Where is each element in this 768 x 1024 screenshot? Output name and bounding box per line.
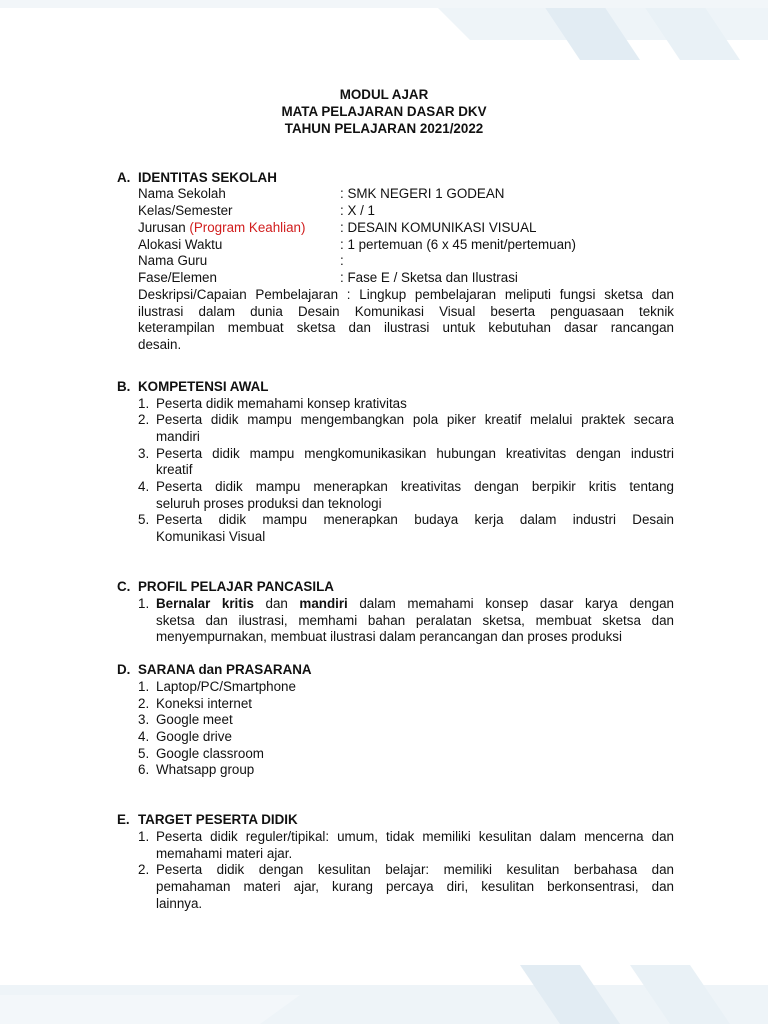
list-number: 1.: [138, 829, 150, 844]
list-item-continuation: memahami materi ajar.: [156, 846, 293, 861]
list-item-continuation: mandiri: [156, 429, 200, 444]
doc-title-line2: MATA PELAJARAN DASAR DKV: [281, 104, 487, 119]
value-nama-guru: :: [340, 253, 344, 268]
list-item: Peserta didik mampu mengembangkan pola piker kreatif melalui praktek secara: [156, 412, 674, 427]
list-item: Peserta didik reguler/tipikal: umum, tidak memiliki kesulitan dalam mencerna dan: [156, 829, 674, 844]
doc-title-line3: TAHUN PELAJARAN 2021/2022: [284, 121, 484, 136]
list-item: Peserta didik mampu menerapkan kreativitas dengan berpikir kritis tentang: [156, 479, 674, 494]
label-program-keahlian: (Program Keahlian): [189, 220, 306, 235]
label-jurusan: [138, 220, 305, 235]
value-kelas-semester: : X / 1: [340, 203, 375, 218]
label-jurusan-text: Jurusan: [138, 220, 190, 235]
list-number: 1.: [138, 596, 150, 611]
label-alokasi-waktu: Alokasi Waktu: [138, 237, 223, 252]
doc-title-line1: MODUL AJAR: [339, 87, 429, 102]
list-item-continuation: Komunikasi Visual: [156, 529, 266, 544]
list-item-continuation: lainnya.: [156, 896, 203, 911]
list-item: Google drive: [156, 729, 232, 744]
section-d-letter: D.: [117, 662, 131, 677]
list-number: 5.: [138, 512, 150, 527]
list-number: 1.: [138, 396, 150, 411]
list-number: 2.: [138, 412, 150, 427]
list-number: 6.: [138, 762, 150, 777]
list-number: 4.: [138, 479, 150, 494]
description-line-2: ilustrasi dalam dunia Desain Komunikasi Visual beserta penguasaan teknik: [138, 304, 674, 319]
list-item-continuation: seluruh proses produksi dan teknologi: [156, 496, 382, 511]
value-fase-elemen: : Fase E / Sketsa dan Ilustrasi: [340, 270, 518, 285]
list-item: [156, 596, 674, 613]
section-c-letter: C.: [117, 579, 131, 594]
list-item: Peserta didik dengan kesulitan belajar: memiliki kesulitan berbahasa dan: [156, 862, 674, 877]
section-e-letter: E.: [117, 812, 130, 827]
list-number: 3.: [138, 712, 150, 727]
label-nama-sekolah: Nama Sekolah: [138, 186, 226, 201]
list-item: Peserta didik mampu mengkomunikasikan hubungan kreativitas dengan industri: [156, 446, 674, 461]
list-item: Laptop/PC/Smartphone: [156, 679, 296, 694]
list-number: 2.: [138, 862, 150, 877]
list-number: 3.: [138, 446, 150, 461]
section-b-heading: KOMPETENSI AWAL: [138, 379, 269, 394]
bold-mandiri: mandiri: [299, 596, 348, 611]
list-item: Peserta didik memahami konsep krativitas: [156, 396, 407, 411]
description-line-3: keterampilan membuat sketsa dan ilustrasi untuk kebutuhan dasar rancangan: [138, 320, 674, 335]
label-fase-elemen: Fase/Elemen: [138, 270, 217, 285]
text-rest: dalam memahami konsep dasar karya dengan: [347, 596, 674, 611]
value-jurusan: : DESAIN KOMUNIKASI VISUAL: [340, 220, 537, 235]
list-item: Google classroom: [156, 746, 264, 761]
value-alokasi-waktu: : 1 pertemuan (6 x 45 menit/pertemuan): [340, 237, 576, 252]
list-number: 1.: [138, 679, 150, 694]
list-item-continuation: menyempurnakan, membuat ilustrasi dalam perancangan dan proses produksi: [156, 629, 622, 644]
list-number: 2.: [138, 696, 150, 711]
value-nama-sekolah: : SMK NEGERI 1 GODEAN: [340, 186, 505, 201]
section-b-letter: B.: [117, 379, 131, 394]
text-dan: dan: [253, 596, 300, 611]
list-number: 4.: [138, 729, 150, 744]
section-a-letter: A.: [117, 170, 131, 185]
bold-bernalar-kritis: Bernalar kritis: [156, 596, 254, 611]
description-line-1: Deskripsi/Capaian Pembelajaran : Lingkup pembelajaran meliputi fungsi sketsa dan: [138, 287, 674, 302]
list-item: Google meet: [156, 712, 233, 727]
label-nama-guru: Nama Guru: [138, 253, 208, 268]
section-d-heading: SARANA dan PRASARANA: [138, 662, 312, 677]
list-item: Koneksi internet: [156, 696, 253, 711]
section-a-heading: IDENTITAS SEKOLAH: [138, 170, 277, 185]
label-kelas-semester: Kelas/Semester: [138, 203, 233, 218]
list-item-continuation: pemahaman materi ajar, kurang percaya diri, kesulitan berkonsentrasi, dan: [156, 879, 674, 894]
description-line-4: desain.: [138, 337, 182, 352]
section-e-heading: TARGET PESERTA DIDIK: [138, 812, 298, 827]
list-item: Whatsapp group: [156, 762, 255, 777]
list-number: 5.: [138, 746, 150, 761]
list-item-continuation: kreatif: [156, 462, 193, 477]
list-item: Peserta didik mampu menerapkan budaya kerja dalam industri Desain: [156, 512, 674, 527]
list-item-continuation: sketsa dan ilustrasi, memhami bahan peralatan sketsa, membuat sketsa dan: [156, 613, 674, 628]
section-c-heading: PROFIL PELAJAR PANCASILA: [138, 579, 334, 594]
